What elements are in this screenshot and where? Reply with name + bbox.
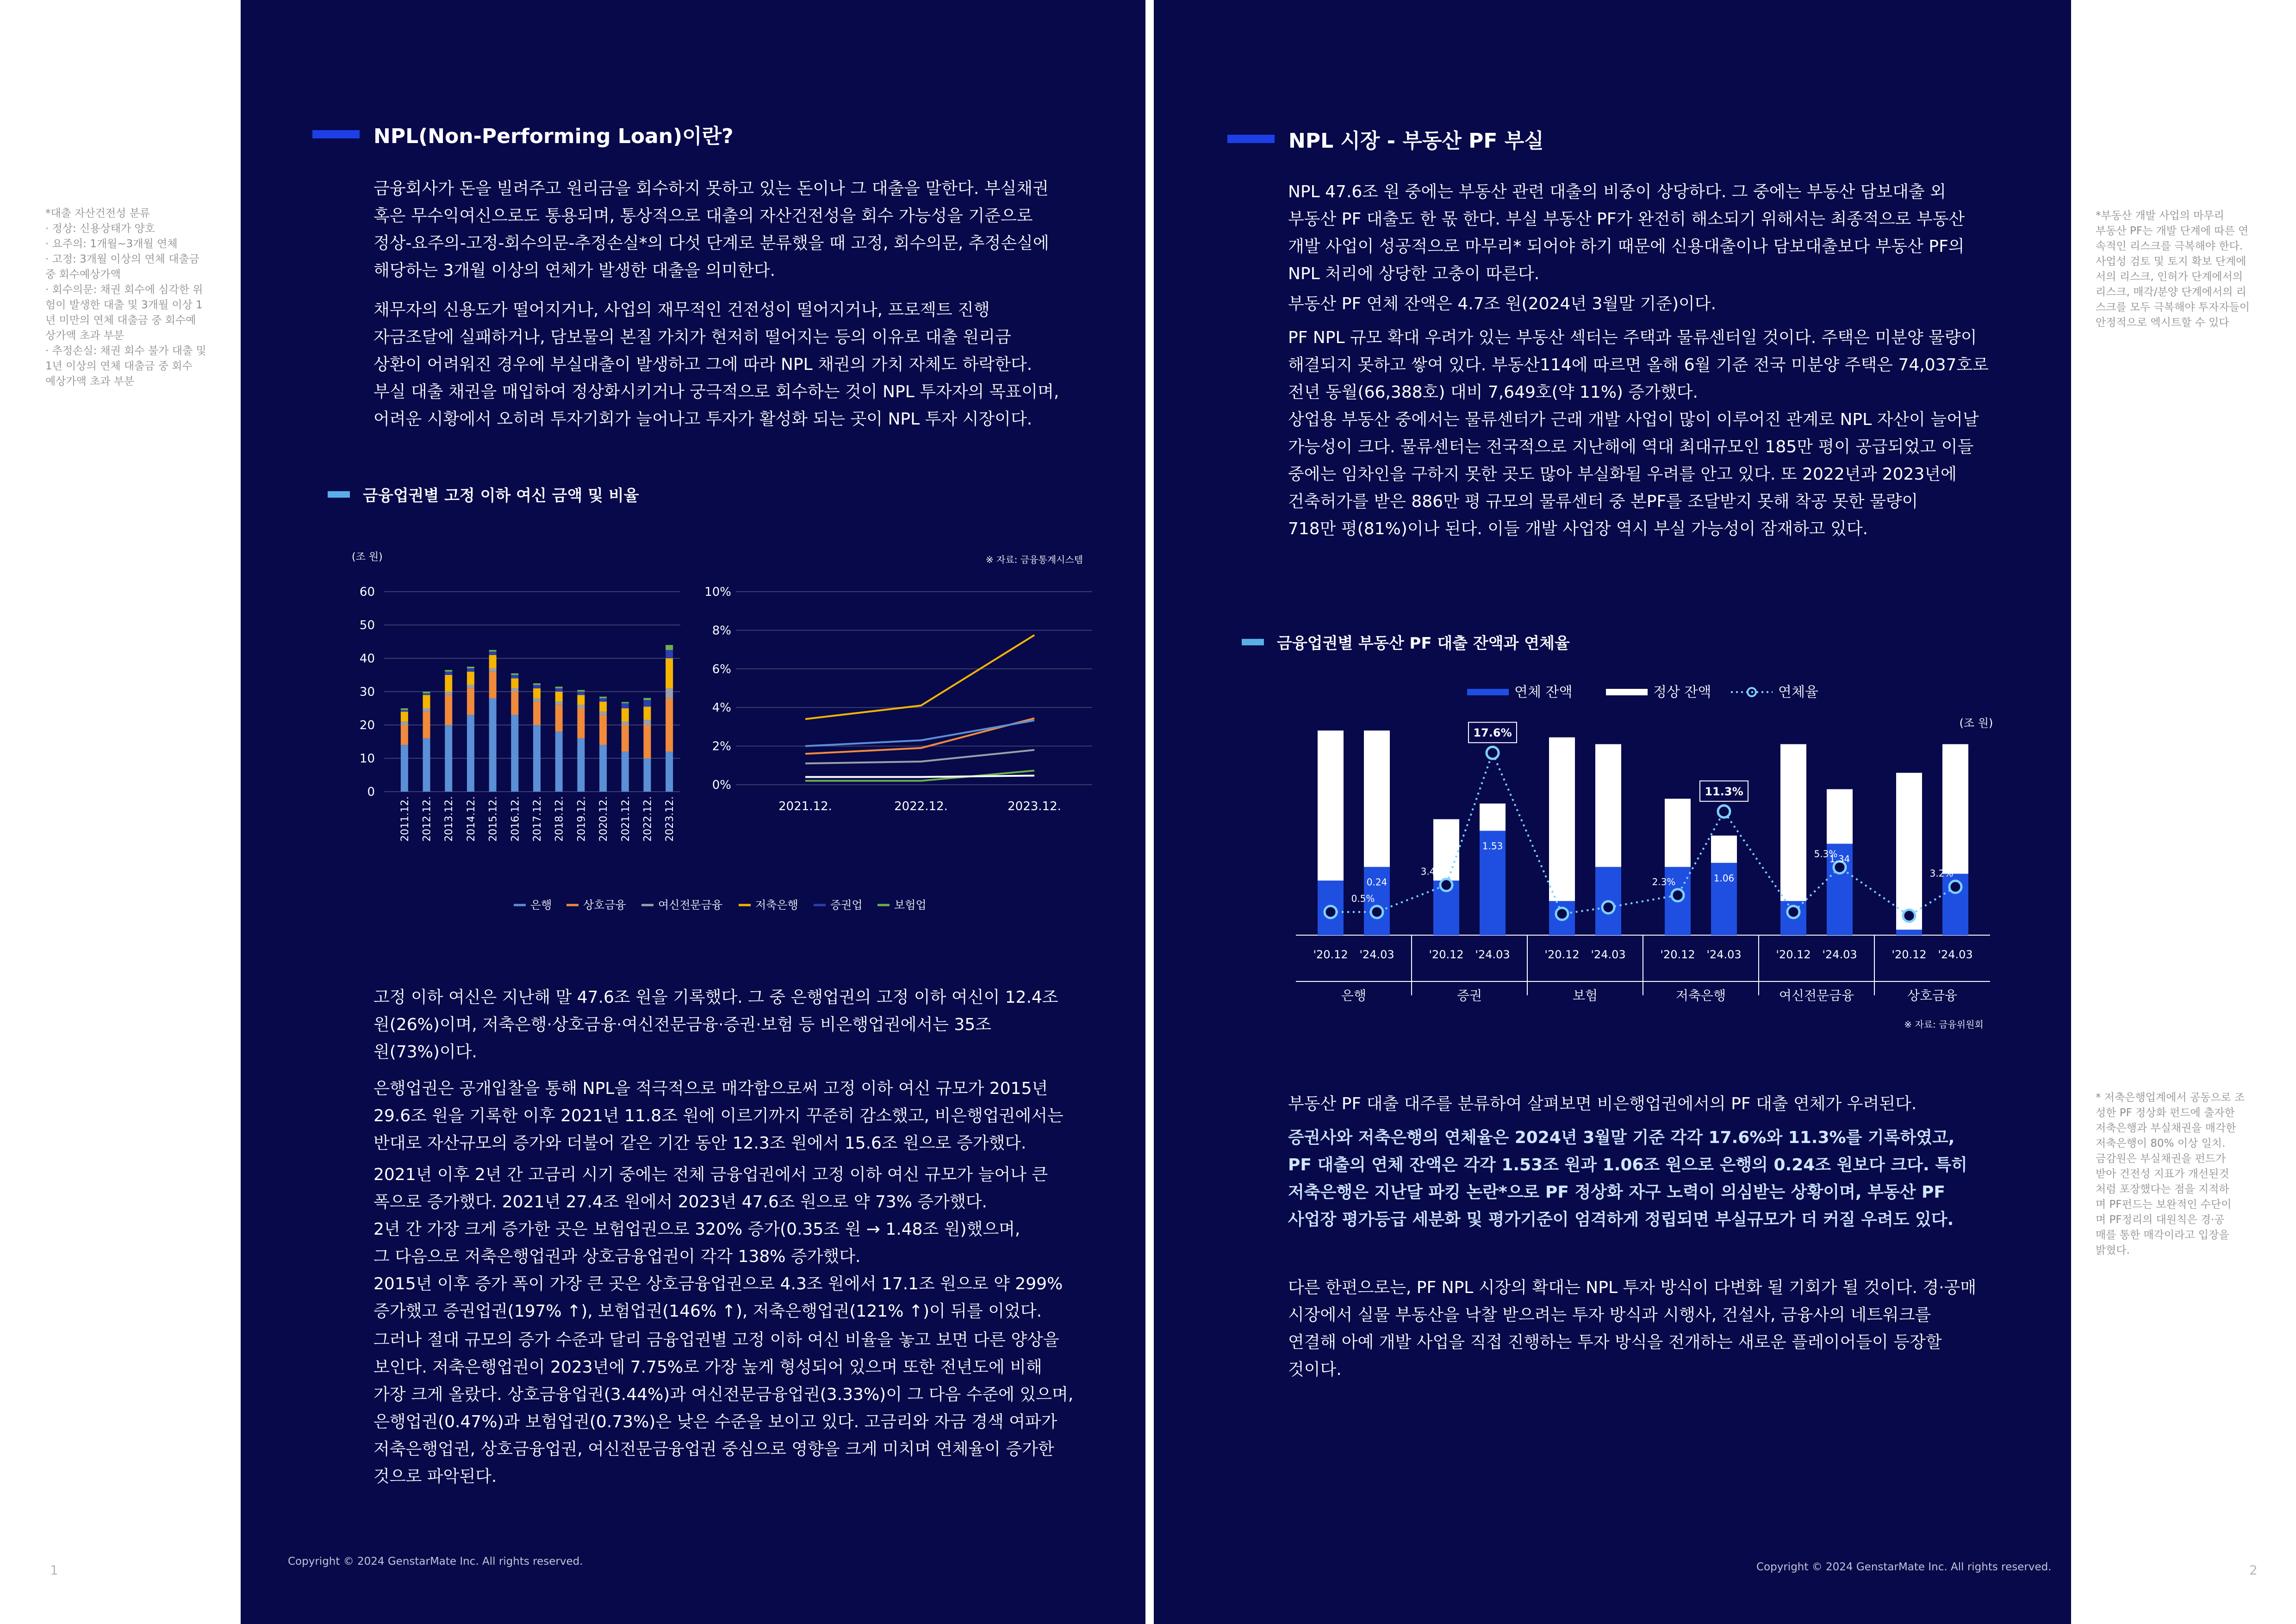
bar-segment-증권업 xyxy=(643,700,651,706)
bar-normal xyxy=(1827,789,1853,844)
x-tick-label: 2021.12. xyxy=(778,800,832,813)
rate-marker xyxy=(1371,906,1383,918)
group-label: 저축은행 xyxy=(1675,988,1726,1003)
legend-swatch-overdue xyxy=(1467,689,1509,695)
bar-segment-저축은행 xyxy=(577,695,585,705)
x-tick-label: 2022.12. xyxy=(642,796,654,842)
npl-amount-stacked-bar-chart xyxy=(324,532,694,940)
group-label: 상호금융 xyxy=(1907,988,1958,1003)
y-tick-label: 60 xyxy=(359,585,375,599)
x-tick-label: '24.03 xyxy=(1822,948,1857,961)
page-number: 2 xyxy=(2249,1562,2258,1578)
bar-segment-상호금융 xyxy=(599,715,607,745)
bar-segment-은행 xyxy=(511,715,518,792)
legend-label: 보험업 xyxy=(894,899,927,912)
x-tick-label: '24.03 xyxy=(1359,948,1394,961)
y-tick-label: 0 xyxy=(367,785,375,799)
page-divider xyxy=(1145,0,1154,1624)
bar-segment-상호금융 xyxy=(622,725,629,752)
bar-value-label: 1.06 xyxy=(1713,872,1735,884)
x-tick-label: 2012.12. xyxy=(421,796,433,842)
bar-segment-은행 xyxy=(599,745,607,792)
series-line-은행업권 외 xyxy=(805,720,1034,746)
rate-marker xyxy=(1487,747,1499,759)
bar-segment-상호금융 xyxy=(445,695,452,725)
bar-segment-여신전문금융 xyxy=(489,668,497,672)
bar-segment-상호금융 xyxy=(467,688,474,715)
body-paragraph-1: 고정 이하 여신은 지난해 말 47.6조 원을 기록했다. 그 중 은행업권의 고정 이하 여신이 12.4조 원(26%)이며, 저축은행·상호금융·여신전문금융·증권·보험 등 비은행업권에서는 35조 원(73%)이다. xyxy=(373,988,1058,1062)
bar-overdue xyxy=(1896,930,1922,935)
series-line-저축은행 xyxy=(805,635,1034,719)
chart-source: ※ 자료: 금융통계시스템 xyxy=(985,554,1083,565)
legend-label: 상호금융 xyxy=(583,899,626,912)
bar-segment-증권업 xyxy=(622,703,629,708)
legend-label: 정상 잔액 xyxy=(1653,684,1711,700)
x-tick-label: 2021.12. xyxy=(620,796,632,842)
x-tick-label: '20.12 xyxy=(1776,948,1811,961)
chart-title-accent-bar xyxy=(1242,639,1264,645)
bar-segment-여신전문금융 xyxy=(666,688,673,699)
x-tick-label: 2011.12. xyxy=(399,796,411,842)
chart-title xyxy=(1242,631,1570,653)
x-tick-label: '24.03 xyxy=(1591,948,1626,961)
bar-normal xyxy=(1942,744,1968,874)
chart-title xyxy=(328,483,639,506)
legend-label: 연체율 xyxy=(1778,684,1818,700)
bar-segment-저축은행 xyxy=(599,702,607,712)
bar-segment-증권업 xyxy=(666,650,673,658)
legend-label: 여신전문금융 xyxy=(658,899,723,912)
bar-segment-저축은행 xyxy=(555,692,563,702)
rate-marker xyxy=(1787,906,1799,918)
bar-normal xyxy=(1665,799,1691,867)
bar-segment-여신전문금융 xyxy=(467,685,474,688)
bar-normal xyxy=(1318,731,1344,881)
bar-segment-상호금융 xyxy=(489,672,497,699)
bar-segment-저축은행 xyxy=(643,706,651,720)
bar-segment-은행 xyxy=(533,725,541,792)
bar-segment-보험업 xyxy=(467,667,474,668)
bar-segment-보험업 xyxy=(533,683,541,685)
bar-segment-은행 xyxy=(423,738,430,792)
rate-label: 3.2% xyxy=(1929,868,1954,879)
bar-segment-여신전문금융 xyxy=(423,708,430,712)
bar-segment-보험업 xyxy=(555,687,563,688)
bar-segment-저축은행 xyxy=(622,708,629,722)
x-tick-label: '24.03 xyxy=(1938,948,1973,961)
bar-segment-증권업 xyxy=(577,692,585,695)
intro-paragraph-2: 채무자의 신용도가 떨어지거나, 사업의 재무적인 건전성이 떨어지거나, 프로젝트 진행 자금조달에 실패하거나, 담보물의 본질 가치가 현저히 떨어지는 등의 이유로 대출 원리금 상환이 어려워진 경우에 부실대출이 발생하고 그에 따라 NPL 채권의 가치 자체도 하락한다. 부실 대출 채권을 매입하여 정상화시키거나 궁극적으로 회수하는 것이 NPL 투자자의 목표이며, 어려운 시황에서 오히려 투자기회가 늘어나고 투자가 활성화 되는 곳이 NPL 투자 시장이다. xyxy=(373,300,1059,429)
legend-label: 저축은행 xyxy=(755,899,798,912)
bar-segment-은행 xyxy=(577,738,585,792)
chart-legend xyxy=(509,891,953,919)
rate-marker xyxy=(1718,806,1730,818)
bar-segment-은행 xyxy=(401,745,408,792)
x-tick-label: 2019.12. xyxy=(576,796,588,842)
intro-paragraph-1: NPL 47.6조 원 중에는 부동산 관련 대출의 비중이 상당하다. 그 중에는 부동산 담보대출 외 부동산 PF 대출도 한 몫 한다. 부실 부동산 PF가 완전히 해소되기 위해서는 최종적으로 부동산 개발 사업이 성공적으로 마무리* 되어야 하기 때문에 신용대출이나 담보대출보다 부동산 PF의 NPL 처리에 상당한 고충이 따른다. xyxy=(1288,182,1965,283)
bar-segment-저축은행 xyxy=(489,655,497,668)
bar-segment-상호금융 xyxy=(555,705,563,732)
intro-paragraph-3: PF NPL 규모 확대 우려가 있는 부동산 섹터는 주택과 물류센터일 것이다. 주택은 미분양 물량이 해결되지 못하고 쌓여 있다. 부동산114에 따르면 올해 6월 기준 전국 미분양 주택은 74,037호로 전년 동월(66,388호) 대비 7,649호(약 11%) 증가했다. 상업용 부동산 중에서는 물류센터가 근래 개발 사업이 많이 이루어진 관계로 NPL 자산이 늘어날 가능성이 크다. 물류센터는 전국적으로 지난해에 역대 최대규모인 185만 평이 공급되었고 이들 중에는 임차인을 구하지 못한 곳도 많아 부실화될 우려를 안고 있다. 또 2022년과 2023년에 건축허가를 받은 886만 평 규모의 물류센터 중 본PF를 조달받지 못해 착공 못한 물량이 718만 평(81%)이나 된다. 이들 개발 사업장 역시 부실 가능성이 잠재하고 있다. xyxy=(1288,328,1989,538)
legend-swatch-normal xyxy=(1606,689,1648,695)
page-number: 1 xyxy=(50,1562,58,1578)
side-note-pf-completion: *부동산 개발 사업의 마무리 부동산 PF는 개발 단계에 따른 연 속적인 리스크를 극복해야 한다. 사업성 검토 및 토지 확보 단계에 서의 리스크, 인허가 단계에서의 리스크, 매각/분양 단계에서의 리 스크를 모두 극복해야 투자자들이 안정적으로 엑시트할 수 있다 xyxy=(2096,210,2250,329)
x-tick-label: '20.12 xyxy=(1313,948,1348,961)
bar-segment-여신전문금융 xyxy=(555,702,563,705)
bar-segment-여신전문금융 xyxy=(401,722,408,725)
body-paragraph-1: 부동산 PF 대출 대주를 분류하여 살펴보면 비은행업권에서의 PF 대출 연체가 우려된다. xyxy=(1288,1094,1917,1113)
bar-segment-증권업 xyxy=(533,685,541,688)
rate-marker xyxy=(1903,910,1915,922)
page-title-text: NPL 시장 - 부동산 PF 부실 xyxy=(1288,129,1544,153)
bar-normal xyxy=(1549,737,1575,901)
chart-source: ※ 자료: 금융위원회 xyxy=(1904,1019,1984,1030)
legend-label: 증권업 xyxy=(830,899,863,912)
rate-marker xyxy=(1440,879,1452,891)
rate-line xyxy=(1331,753,1955,916)
bar-segment-저축은행 xyxy=(666,658,673,688)
chart-title-text: 금융업권별 고정 이하 여신 금액 및 비율 xyxy=(363,487,639,505)
y-tick-label: 6% xyxy=(712,662,731,676)
body-paragraph-2: 은행업권은 공개입찰을 통해 NPL을 적극적으로 매각함으로써 고정 이하 여신 규모가 2015년 29.6조 원을 기록한 이후 2021년 11.8조 원에 이르기까지 꾸준히 감소했고, 비은행업권에서는 반대로 자산규모의 증가와 더불어 같은 기간 동안 12.3조 원에서 15.6조 원으로 증가했다. xyxy=(373,1079,1064,1153)
rate-label: 2.3% xyxy=(1652,876,1676,887)
y-tick-label: 8% xyxy=(712,624,731,638)
title-accent-bar xyxy=(1227,135,1275,143)
page-title-text: NPL(Non-Performing Loan)이란? xyxy=(373,125,734,148)
x-tick-label: 2013.12. xyxy=(443,796,455,842)
bar-segment-여신전문금융 xyxy=(643,720,651,725)
bar-segment-은행 xyxy=(643,758,651,792)
group-label: 증권 xyxy=(1456,988,1482,1003)
bar-segment-증권업 xyxy=(489,652,497,655)
rate-callout-label: 11.3% xyxy=(1705,785,1743,798)
bar-segment-보험업 xyxy=(666,645,673,650)
bar-segment-보험업 xyxy=(423,692,430,693)
series-line-상호금융 xyxy=(805,718,1034,754)
legend-label: 연체 잔액 xyxy=(1514,684,1573,700)
chart-title-text: 금융업권별 부동산 PF 대출 잔액과 연체율 xyxy=(1277,634,1570,653)
x-tick-label: 2018.12. xyxy=(554,796,566,842)
bar-segment-여신전문금융 xyxy=(622,722,629,725)
bar-segment-보험업 xyxy=(489,650,497,652)
npl-ratio-line-chart xyxy=(694,542,1111,843)
bar-segment-상호금융 xyxy=(533,702,541,725)
x-tick-label: 2022.12. xyxy=(894,800,948,813)
x-tick-label: '20.12 xyxy=(1544,948,1580,961)
x-tick-label: 2015.12. xyxy=(487,796,499,842)
bar-segment-증권업 xyxy=(423,693,430,695)
footer-copyright: Copyright © 2024 GenstarMate Inc. All rights reserved. xyxy=(1756,1561,2052,1573)
bar-segment-상호금융 xyxy=(577,708,585,738)
y-tick-label: 30 xyxy=(359,685,375,699)
bar-segment-보험업 xyxy=(511,673,518,675)
y-tick-label: 40 xyxy=(359,652,375,666)
bar-segment-은행 xyxy=(555,731,563,792)
title-accent-bar xyxy=(312,130,360,138)
page-title xyxy=(1227,124,1544,154)
bar-segment-여신전문금융 xyxy=(445,692,452,695)
footer-copyright: Copyright © 2024 GenstarMate Inc. All rights reserved. xyxy=(288,1555,583,1568)
bar-segment-은행 xyxy=(622,752,629,792)
bar-segment-저축은행 xyxy=(511,678,518,688)
body-paragraph-4: 그러나 절대 규모의 증가 수준과 달리 금융업권별 고정 이하 여신 비율을 놓고 보면 다른 양상을 보인다. 저축은행업권이 2023년에 7.75%로 가장 높게 형성되어 있으며 또한 전년도에 비해 가장 크게 올랐다. 상호금융업권(3.44%)과 여신전문금융업권(3.33%)이 그 다음 수준에 있으며, 은행업권(0.47%)과 보험업권(0.73%)은 낮은 수준을 보이고 있다. 고금리와 자금 경색 여파가 저축은행업권, 상호금융업권, 여신전문금융업권 중심으로 영향을 크게 미치며 연체율이 증가한 것으로 파악된다. xyxy=(373,1330,1074,1486)
bar-segment-증권업 xyxy=(511,675,518,678)
intro-paragraph-1: 금융회사가 돈을 빌려주고 원리금을 회수하지 못하고 있는 돈이나 그 대출을 말한다. 부실채권 혹은 무수익여신으로도 통용되며, 통상적으로 대출의 자산건전성을 회수 가능성을 기준으로 정상-요주의-고정-회수의문-추정손실*의 다섯 단계로 분류했을 때 고정, 회수의문, 추정손실에 해당하는 3개월 이상의 연체가 발생한 대출을 의미한다. xyxy=(373,179,1049,280)
bar-normal xyxy=(1896,773,1922,930)
bar-segment-저축은행 xyxy=(467,672,474,685)
group-label: 은행 xyxy=(1341,988,1367,1003)
bar-segment-상호금융 xyxy=(643,725,651,758)
x-tick-label: 2017.12. xyxy=(532,796,543,842)
y-tick-label: 50 xyxy=(359,618,375,632)
bar-normal xyxy=(1364,731,1390,867)
bar-segment-증권업 xyxy=(401,710,408,712)
rate-callout-label: 17.6% xyxy=(1473,726,1512,740)
body-paragraph-2-highlight: 증권사와 저축은행의 연체율은 2024년 3월말 기준 각각 17.6%와 11.3%를 기록하였고, PF 대출의 연체 잔액은 각각 1.53조 원과 1.06조 원으로 은행의 0.24조 원보다 크다. 특히 저축은행은 지난달 파킹 논란*으로 PF 정상화 자구 노력이 의심받는 상황이며, 부동산 PF 사업장 평가등급 세분화 및 평가기준이 엄격하게 정립되면 부실규모가 더 커질 우려도 있다. xyxy=(1288,1128,1967,1229)
bar-segment-증권업 xyxy=(555,688,563,692)
body-paragraph-3: 다른 한편으로는, PF NPL 시장의 확대는 NPL 투자 방식이 다변화 될 기회가 될 것이다. 경·공매 시장에서 실물 부동산을 낙찰 받으려는 투자 방식과 시행사, 건설사, 금융사의 네트워크를 연결해 아예 개발 사업을 직접 진행하는 투자 방식을 전개하는 새로운 플레이어들이 등장할 것이다. xyxy=(1288,1278,1977,1379)
bar-segment-증권업 xyxy=(467,668,474,672)
bar-value-label: 1.53 xyxy=(1482,840,1503,852)
y-tick-label: 4% xyxy=(712,701,731,715)
rate-label: 5.3% xyxy=(1814,848,1838,860)
x-tick-label: '20.12 xyxy=(1892,948,1927,961)
page-title xyxy=(312,119,734,149)
bar-segment-증권업 xyxy=(599,698,607,701)
bar-segment-여신전문금융 xyxy=(577,705,585,708)
x-tick-label: 2020.12. xyxy=(598,796,610,842)
rate-marker xyxy=(1556,908,1568,920)
y-tick-label: 2% xyxy=(712,739,731,754)
y-tick-label: 20 xyxy=(359,718,375,732)
bar-segment-보험업 xyxy=(577,690,585,692)
x-tick-label: 2014.12. xyxy=(465,796,477,842)
bar-segment-저축은행 xyxy=(533,688,541,699)
bar-segment-은행 xyxy=(467,715,474,792)
x-tick-label: 2023.12. xyxy=(664,796,676,842)
pf-loan-balance-chart xyxy=(1273,676,2013,1046)
x-tick-label: '20.12 xyxy=(1429,948,1464,961)
bar-segment-상호금융 xyxy=(666,698,673,751)
bar-segment-저축은행 xyxy=(423,695,430,708)
group-label: 보험 xyxy=(1572,988,1598,1003)
series-line-은행 xyxy=(805,775,1034,777)
bar-segment-증권업 xyxy=(445,672,452,675)
bar-segment-은행 xyxy=(445,725,452,792)
bar-normal xyxy=(1480,804,1506,831)
rate-marker xyxy=(1325,906,1337,918)
bar-segment-상호금융 xyxy=(511,692,518,715)
bar-segment-은행 xyxy=(666,752,673,792)
y-axis-unit: (조 원) xyxy=(352,551,383,563)
bar-normal xyxy=(1711,836,1737,863)
x-tick-label: 2023.12. xyxy=(1008,800,1061,813)
rate-marker xyxy=(1602,901,1614,913)
bar-segment-여신전문금융 xyxy=(511,688,518,692)
bar-segment-보험업 xyxy=(643,698,651,700)
bar-normal xyxy=(1595,744,1621,867)
side-note-parking-controversy: * 저축은행업계에서 공동으로 조 성한 PF 정상화 펀드에 출자한 저축은행과 부실채권을 매각한 저축은행이 80% 이상 일치. 금감원은 부실채권을 펀드가 받아 건전성 지표가 개선된것 처럼 포장했다는 점을 지적하 며 PF펀드는 보완적인 수단이 며 PF정리의 대원칙은 경·공 매를 통한 매각이라고 입장을 밝혔다. xyxy=(2096,1092,2245,1256)
x-tick-label: 2016.12. xyxy=(510,796,522,842)
x-tick-label: '20.12 xyxy=(1660,948,1695,961)
rate-label: 3.4% xyxy=(1420,866,1444,877)
bar-segment-상호금융 xyxy=(423,712,430,738)
rate-marker xyxy=(1672,889,1684,901)
bar-segment-여신전문금융 xyxy=(533,698,541,701)
bar-segment-보험업 xyxy=(599,697,607,699)
y-tick-label: 10% xyxy=(704,585,731,599)
y-tick-label: 10 xyxy=(359,752,375,766)
intro-paragraph-2: 부동산 PF 연체 잔액은 4.7조 원(2024년 3월말 기준)이다. xyxy=(1288,294,1717,313)
bar-value-label: 1.34 xyxy=(1829,853,1850,865)
legend-label: 은행 xyxy=(530,899,552,912)
bar-segment-보험업 xyxy=(401,708,408,710)
bar-segment-보험업 xyxy=(622,702,629,703)
x-tick-label: '24.03 xyxy=(1475,948,1510,961)
bar-segment-저축은행 xyxy=(401,712,408,722)
bar-segment-여신전문금융 xyxy=(599,712,607,715)
group-label: 여신전문금융 xyxy=(1779,988,1854,1003)
bar-segment-은행 xyxy=(489,698,497,792)
rate-label: 0.5% xyxy=(1351,893,1375,904)
x-tick-label: '24.03 xyxy=(1706,948,1742,961)
y-tick-label: 0% xyxy=(712,778,731,792)
bar-value-label: 0.24 xyxy=(1366,876,1388,888)
bar-segment-상호금융 xyxy=(401,725,408,745)
bar-segment-보험업 xyxy=(445,670,452,672)
bar-normal xyxy=(1780,744,1806,901)
rate-marker xyxy=(1949,881,1961,893)
bar-segment-저축은행 xyxy=(445,675,452,692)
body-paragraph-3: 2021년 이후 2년 간 고금리 시기 중에는 전체 금융업권에서 고정 이하 여신 규모가 늘어나 큰 폭으로 증가했다. 2021년 27.4조 원에서 2023년 47.6조 원으로 약 73% 증가했다. 2년 간 가장 크게 증가한 곳은 보험업권으로 320% 증가(0.35조 원 → 1.48조 원)했으며, 그 다음으로 저축은행업권과 상호금융업권이 각각 138% 증가했다. 2015년 이후 증가 폭이 가장 큰 곳은 상호금융업권으로 4.3조 원에서 17.1조 원으로 약 299% 증가했고 증권업권(197% ↑), 보험업권(146% ↑), 저축은행업권(121% ↑)이 뒤를 이었다. xyxy=(373,1165,1063,1321)
chart-title-accent-bar xyxy=(328,491,350,498)
y-axis-unit: (조 원) xyxy=(1959,717,1993,730)
side-note-loan-classification: *대출 자산건전성 분류 · 정상: 신용상태가 양호 · 요주의: 1개월~3개월 연체 · 고정: 3개월 이상의 연체 대출금 중 회수예상가액 · 회수의문: 채권 회수에 심각한 위 험이 발생한 대출 및 3개월 이상 1 년 미만의 연체 대출금 중 회수예 상가액 초과 부분 · 추정손실: 채권 회수 불가 대출 및 1년 이상의 연체 대출금 중 회수 예상가액 초과 부분 xyxy=(45,207,206,387)
